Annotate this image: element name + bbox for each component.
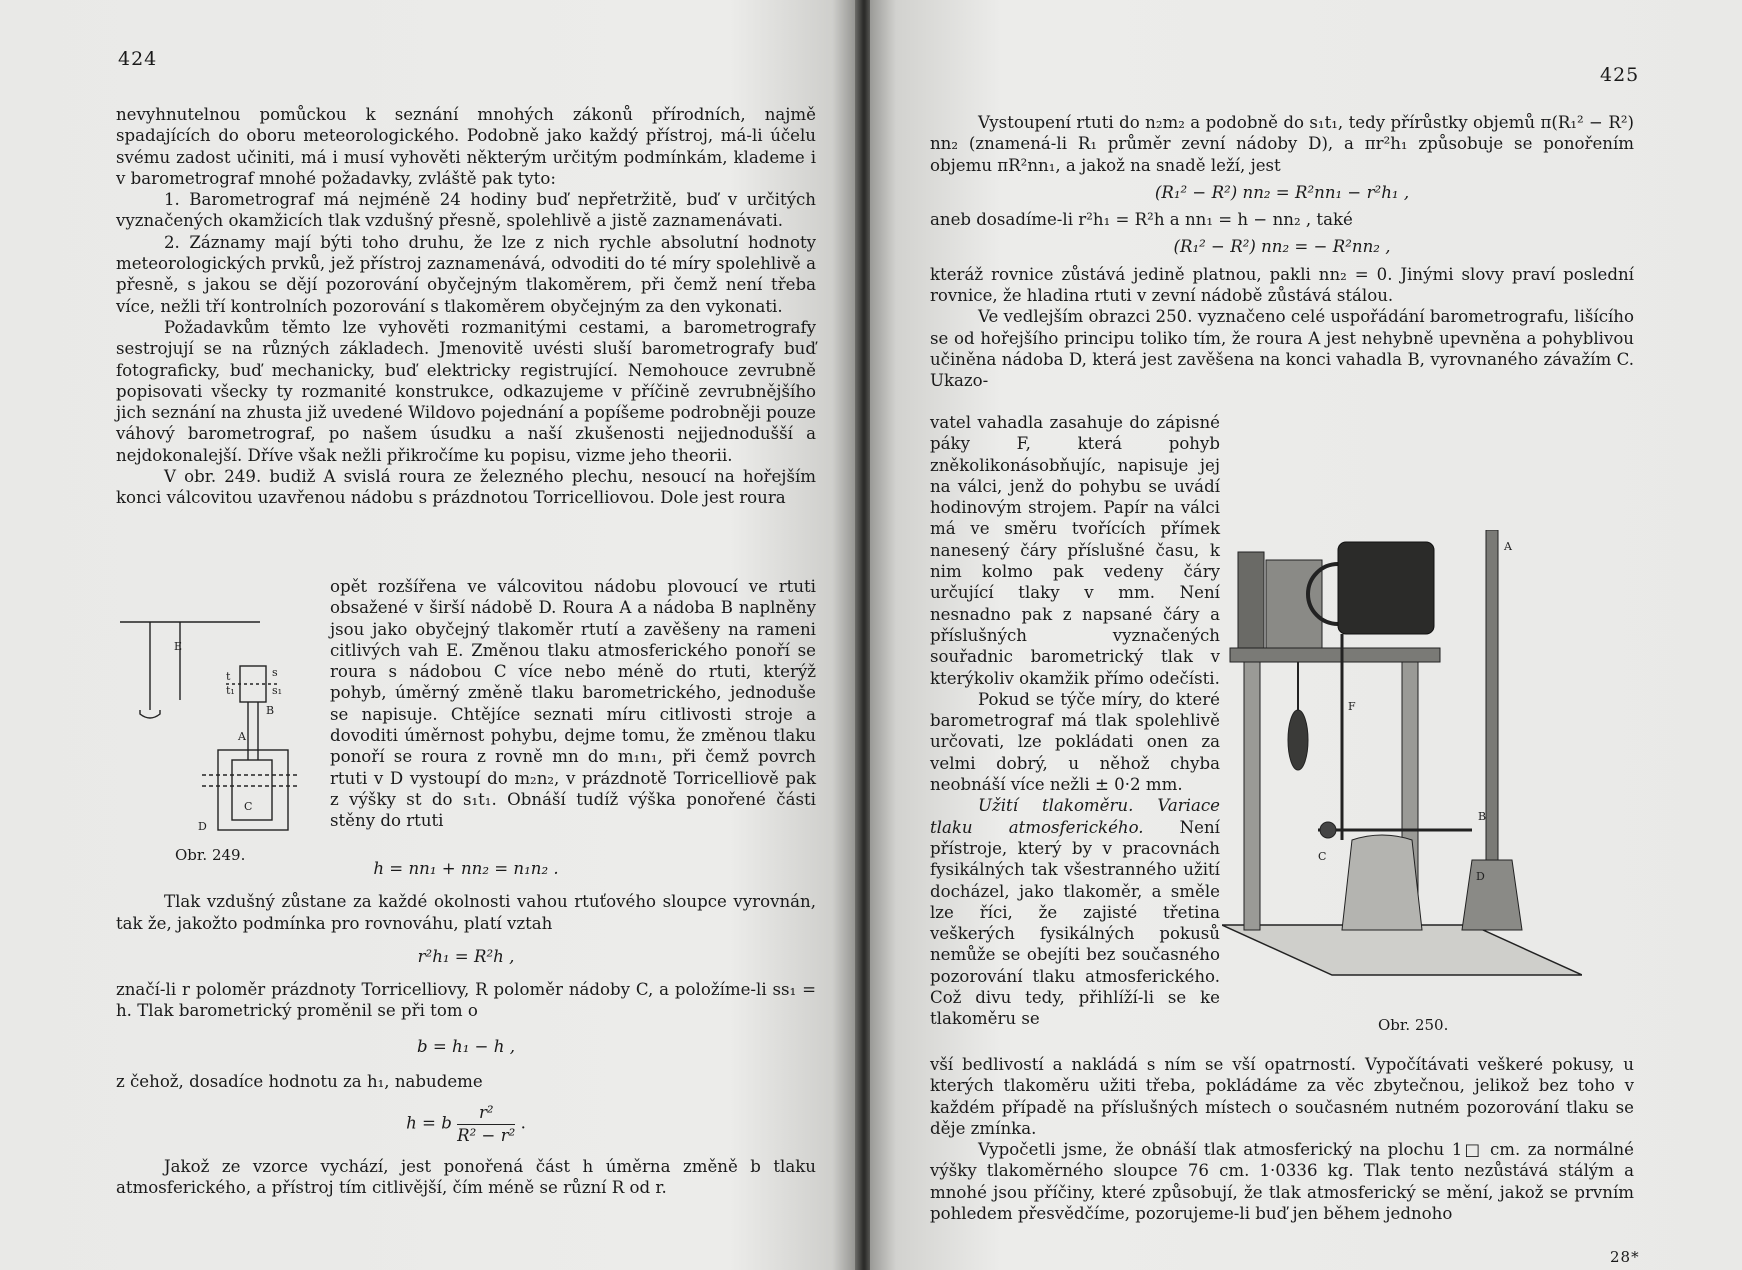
equation: r²h₁ = R²h ,: [417, 946, 515, 966]
equation-lhs: h = b: [406, 1113, 452, 1133]
paragraph: kteráž rovnice zůstává jedině platnou, pakli nn₂ = 0. Jinými slovy praví poslední rovnice, že hladina rtuti v zevní nádobě zůstává stálou.: [930, 264, 1634, 306]
figure-label: s₁: [272, 684, 283, 697]
signature-mark: 28*: [1610, 1248, 1640, 1266]
figure-label: C: [244, 800, 253, 813]
figure-label: A: [1504, 540, 1512, 553]
paragraph: opět rozšířena ve válcovitou nádobu plovoucí ve rtuti obsažené v širší nádobě D. Roura A a nádoba B naplněny jsou jako obyčejný tlakoměr rtutí a zavěšeny na rameni citlivých vah E. Změnou tlaku atmosferického ponoří se roura s nádobou C více nebo méně do rtuti, kterýž pohyb, úměrný změně tlaku barometrického, jednoduše se napisuje. Chtějíce seznati míru citlivosti stroje a dovoditi úměrnost pohybu, dejme tomu, že změnou tlaku ponoří se roura z rovně mn do m₁n₁, při čemž povrch rtuti v D vystoupí do m₂n₂, v prázdnotě Torricelliově pak z výšky st do s₁t₁. Obnáší tudíž výška ponořené části stěny do rtuti: [330, 577, 816, 831]
paragraph: Tlak vzdušný zůstane za každé okolnosti vahou rtuťového sloupce vyrovnán, tak že, jakožto podmínka pro rovnováhu, platí vztah: [116, 892, 816, 933]
paragraph: 2. Záznamy mají býti toho druhu, že lze z nich rychle absolutní hodnoty meteorologických prvků, jež přístroj zaznamenává, odvoditi do té míry spolehlivě a přesně, s jakou se dějí pozorování obyčejným tlakoměrem, při čemž není třeba více, nežli tří kontrolních pozorování s tlakoměrem obyčejným za den vykonati.: [116, 232, 816, 316]
figure-250: [1222, 530, 1582, 1010]
figure-caption: Obr. 249.: [175, 846, 246, 864]
equation: h = nn₁ + nn₂ = n₁n₂ .: [373, 859, 559, 878]
paragraph: Vypočetli jsme, že obnáší tlak atmosferický na plochu 1□ cm. za normálné výšky tlakoměrného sloupce 76 cm. 1·0336 kg. Tlak tento nezůstává stálým a mnohé jsou příčiny, které způsobují, že tlak atmosferický se mění, jakož se prvním pohledem přesvědčíme, pozorujeme-li buď jen během jednoho: [930, 1140, 1634, 1224]
vessel-d: [218, 750, 288, 830]
figure-label: D: [198, 820, 207, 833]
fraction-denominator: R² − r²: [457, 1125, 516, 1145]
equation: (R₁² − R²) nn₂ = − R²nn₂ ,: [1173, 237, 1391, 257]
figure-label: s: [272, 666, 278, 679]
figure-caption: Obr. 250.: [1378, 1016, 1449, 1034]
paragraph: V obr. 249. budiž A svislá roura ze železného plechu, nesoucí na hořejším konci válcovitou uzavřenou nádobu s prázdnotou Torricelliovou. Dole jest roura: [116, 467, 816, 508]
clock-dial: [1238, 552, 1264, 648]
figure-label: B: [1478, 810, 1487, 823]
text-beside-figure: [930, 412, 1220, 1030]
text-beside-figure: [330, 576, 816, 832]
section-heading: Užití tlakoměru. Variace tlaku atmosferického.: [930, 796, 1220, 837]
figure-label: B: [266, 704, 275, 717]
column: [1244, 660, 1260, 930]
equation-fraction: [116, 1102, 816, 1146]
text-block-bottom: [116, 858, 816, 1199]
tube-a: [1486, 530, 1498, 860]
figure-label: E: [174, 640, 183, 653]
balance-stand: [1342, 835, 1422, 930]
left-page: [0, 0, 858, 1270]
paragraph: Pokud se týče míry, do které barometrograf má tlak spolehlivě určovati, lze pokládati onen za velmi dobrý, u něhož chyba neobnáší více nežli ± 0·2 mm.: [930, 689, 1220, 795]
table-top: [1230, 648, 1440, 662]
paragraph: [930, 795, 1220, 1029]
fraction-numerator: r²: [457, 1102, 515, 1124]
paragraph: vší bedlivostí a nakládá s ním se vší opatrností. Vypočítávati veškeré pokusy, u kterých tlakoměru užiti třeba, pokládáme za věc zbytečnou, jelikož bez toho v každém případě na příslušných místech o současném nutném pozorování tlaku se děje zmínka.: [930, 1055, 1634, 1138]
page-number: 425: [1600, 64, 1640, 86]
paragraph: vatel vahadla zasahuje do zápisné páky F, která pohyb zněkolikonásobňujíc, napisuje jej na válci, jenž do pohybu se uvádí hodinovým strojem. Papír na válci má ve směru tvořících přímek nanesený čáry příslušné času, k nim kolmo pak vedeny čáry určující tlaky v mm. Není nesnadno pak z napsané čáry a příslušných vyznačených souřadnic barometrický tlak v kterýkoliv okamžik přímo odečísti.: [930, 413, 1220, 688]
paragraph: Jakož ze vzorce vychází, jest ponořená část h úměrna změně b tlaku atmosferického, a přístroj tím citlivější, čím méně se různí R od r.: [116, 1156, 816, 1198]
text-block-top: [930, 112, 1634, 392]
base-board: [1222, 925, 1582, 975]
paragraph: aneb dosadíme-li r²h₁ = R²h a nn₁ = h − nn₂ , také: [930, 210, 1353, 230]
figure-label: t₁: [226, 684, 235, 697]
figure-label: D: [1476, 870, 1485, 883]
paragraph-text: Není přístroje, který by v pracovnách fysikálných tak všestranného užití docházel, jako tlakoměr, a směle lze říci, že zajisté třetina veškerých fysikálných pokusů nemůže se obejíti bez současného pozorování tlaku atmosferického. Což divu tedy, přihlíží-li se ke tlakoměru se: [930, 817, 1220, 1029]
equation: (R₁² − R²) nn₂ = R²nn₁ − r²h₁ ,: [1154, 182, 1410, 202]
text-block-bottom: [930, 1054, 1634, 1224]
text-block-top: [116, 104, 816, 509]
paragraph: nevyhnutelnou pomůckou k seznání mnohých zákonů přírodních, najmě spadajících do oboru meteorologického. Podobně jako každý přístroj, má-li účelu svému zadost učiniti, má i musí vyhověti některým určitým podmínkám, klademe i v barometrograf mnohé požadavky, zvláště pak tyto:: [116, 105, 816, 188]
counterweight: [140, 710, 160, 718]
paragraph: Ve vedlejším obrazci 250. vyznačeno celé uspořádání barometrografu, lišícího se od hořejšího principu toliko tím, že roura A jest nehybně upevněna a pohyblivou učiněna nádoba D, která jest zavěšena na konci vahadla B, vyrovnaného závažím C. Ukazo-: [930, 307, 1634, 391]
figure-label: C: [1318, 850, 1327, 863]
equation-end: .: [520, 1113, 526, 1133]
paragraph: z čehož, dosadíce hodnotu za h₁, nabudeme: [116, 1072, 483, 1092]
clockwork: [1266, 560, 1322, 648]
counterweight: [1320, 822, 1336, 838]
figure-label: F: [1348, 700, 1356, 713]
paragraph: Vystoupení rtuti do n₂m₂ a podobně do s₁t₁, tedy přírůstky objemů π(R₁² − R²) nn₂ (znamená-li R₁ průměr zevní nádoby D), a πr²h₁ způsobuje se ponořením objemu πR²nn₁, a jakož na snadě leží, jest: [930, 113, 1634, 175]
figure-label: A: [238, 730, 246, 743]
paragraph: 1. Barometrograf má nejméně 24 hodiny buď nepřetržitě, buď v určitých vyznačených okamžicích tlak vzdušný přesně, spolehlivě a jistě zaznamenávati.: [116, 190, 816, 231]
stand: [1462, 860, 1522, 930]
paragraph: Požadavkům těmto lze vyhověti rozmanitými cestami, a barometrografy sestrojují se na různých základech. Jmenovitě uvésti sluší barometrografy buď fotograficky, buď mechanicky, buď elektricky registrující. Nemohouce zevrubně popisovati všecky ty rozmanité konstrukce, odkazujeme v příčině zevrubnějšího jich seznání na zhusta již uvedené Wildovo pojednání a popíšeme podrobněji pouze váhový barometrograf, po našem úsudku a naší zkušenosti nejjednodušší a nejdokonalejší. Dříve však nežli přikročíme ku popisu, vizme jeho theorii.: [116, 317, 816, 465]
fraction: [457, 1102, 515, 1146]
figure-label: t: [226, 670, 231, 683]
recording-drum: [1338, 542, 1434, 634]
paragraph: značí-li r poloměr prázdnoty Torricelliovy, R poloměr nádoby C, a položíme-li ss₁ = h. Tlak barometrický proměnil se při tom o: [116, 980, 816, 1021]
page-number: 424: [118, 48, 158, 70]
figure-249: [110, 610, 320, 860]
pendulum-weight: [1288, 710, 1308, 770]
equation: b = h₁ − h ,: [416, 1036, 516, 1056]
